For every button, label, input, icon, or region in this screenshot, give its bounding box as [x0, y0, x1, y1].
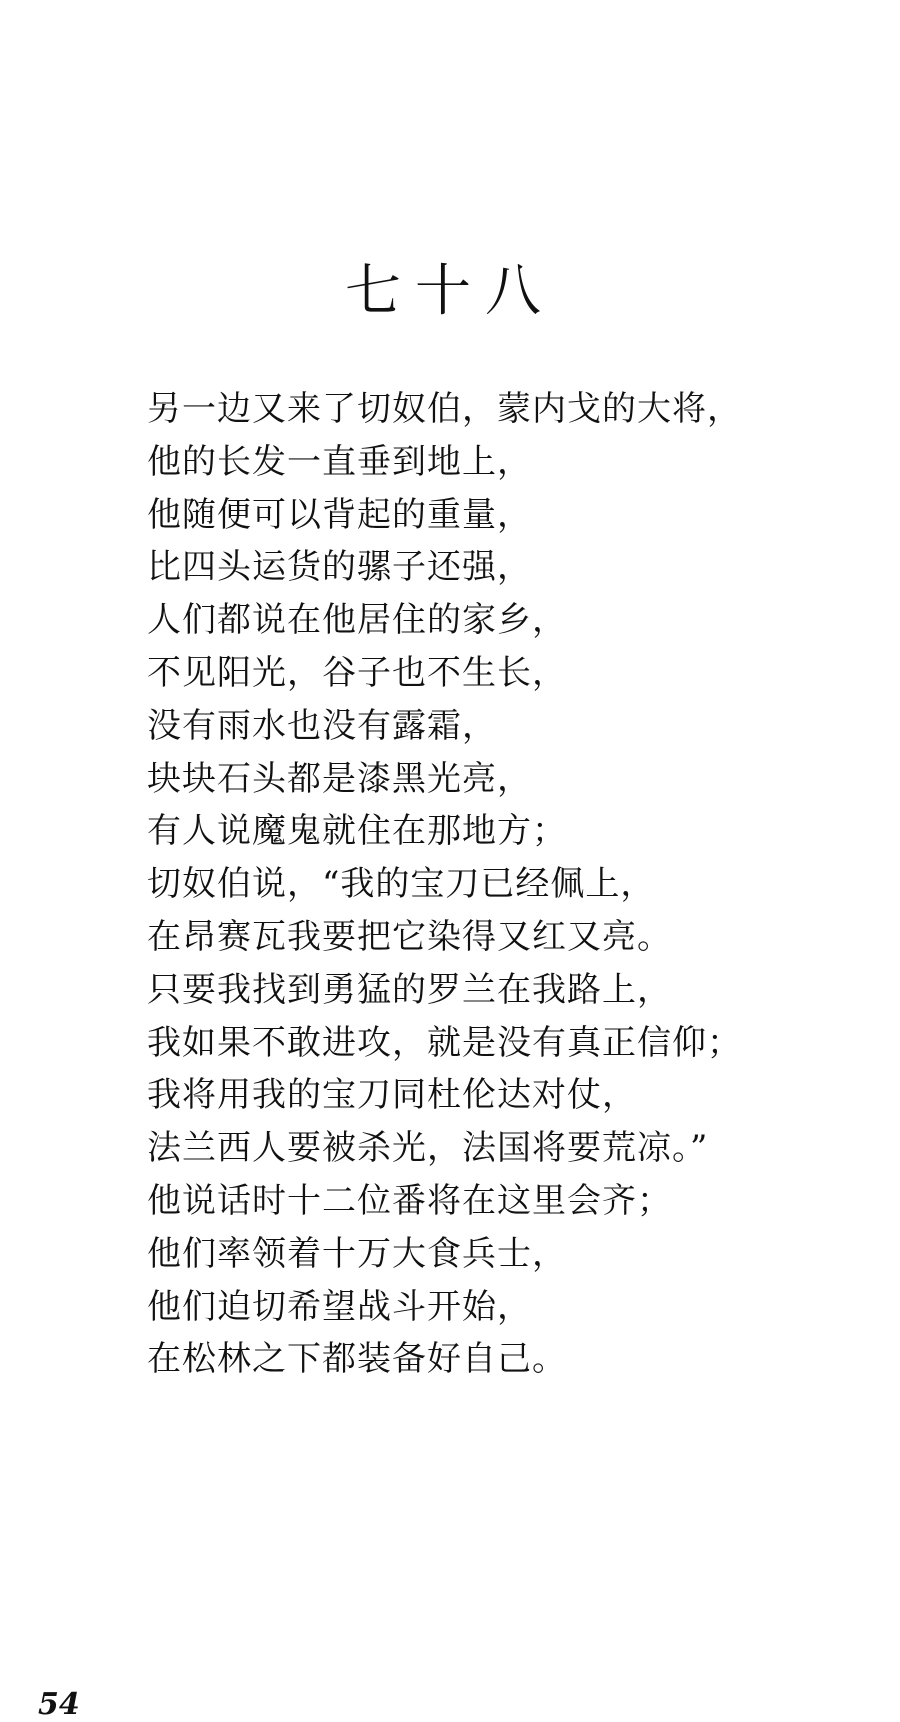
poem-line: 他们率领着十万大食兵士，	[147, 1233, 567, 1274]
poem-line: 我将用我的宝刀同杜伦达对仗，	[147, 1075, 637, 1116]
chapter-title: 七十八	[345, 259, 555, 324]
poem-line: 他的长发一直垂到地上，	[147, 441, 532, 482]
poem-stanza	[147, 383, 867, 1386]
poem-line: 他说话时十二位番将在这里会齐；	[147, 1180, 672, 1221]
poem-line: 没有雨水也没有露霜，	[147, 705, 497, 746]
poem-line: 比四头运货的骡子还强，	[147, 547, 532, 588]
poem-line: 他随便可以背起的重量，	[147, 494, 532, 535]
poem-line: 另一边又来了切奴伯，蒙内戈的大将，	[147, 389, 742, 429]
poem-line: 块块石头都是漆黑光亮，	[147, 758, 532, 799]
poem-line: 在松林之下都装备好自己。	[147, 1339, 567, 1380]
poem-line: 切奴伯说，“我的宝刀已经佩上，	[147, 864, 656, 905]
poem-line: 在昂赛瓦我要把它染得又红又亮。	[147, 916, 672, 957]
poem-line: 我如果不敢进攻，就是没有真正信仰；	[147, 1022, 742, 1063]
page-number: 54	[38, 1687, 80, 1722]
poem-line: 他们迫切希望战斗开始，	[147, 1286, 532, 1327]
poem-line: 只要我找到勇猛的罗兰在我路上，	[147, 969, 672, 1010]
poem-line: 有人说魔鬼就住在那地方；	[147, 811, 567, 852]
poem-line: 人们都说在他居住的家乡，	[147, 600, 567, 641]
poem-line: 不见阳光，谷子也不生长，	[147, 652, 567, 693]
poem-line: 法兰西人要被杀光，法国将要荒凉。”	[147, 1128, 709, 1169]
